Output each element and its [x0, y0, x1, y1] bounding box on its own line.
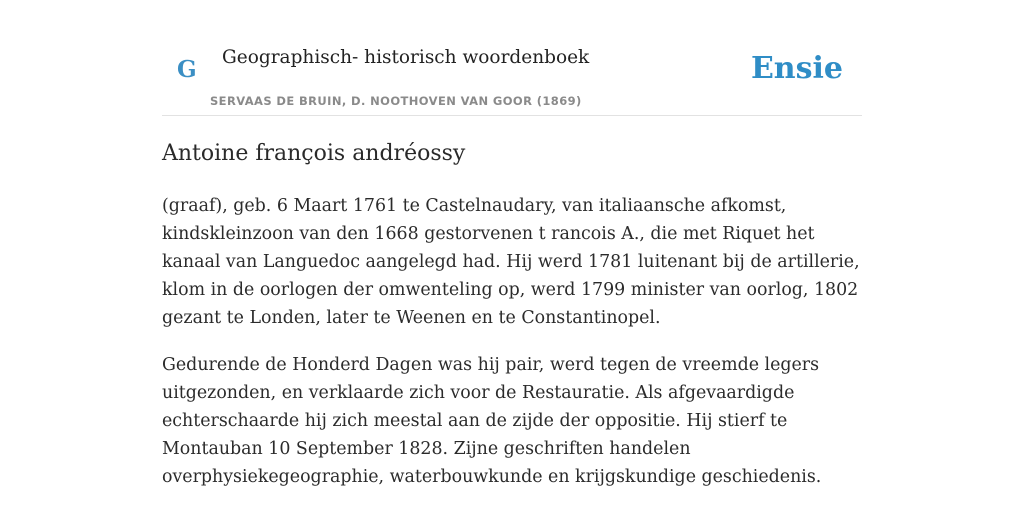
book-title-link[interactable]: Geographisch- historisch woordenboek: [222, 47, 590, 68]
entry-paragraph-2: Gedurende de Honderd Dagen was hij pair, werd tegen de vreemde legers uitgezonden, en verklaarde zich voor de Restauratie. Als afgevaardigde echterschaarde hij zich meestal aan de zijde der oppositie. Hij stierf te Montauban 10 September 1828. Zijne geschriften handelen overphysiekegeographie, waterbouwkunde en krijgskundige geschiedenis.: [162, 355, 822, 487]
book-header: [162, 0, 862, 116]
main-content: [162, 0, 862, 487]
book-letter-badge[interactable]: G: [177, 56, 197, 83]
entry-title: Antoine françois andréossy: [162, 141, 466, 166]
ensie-logo-link[interactable]: Ensie: [750, 51, 843, 86]
entry-paragraph-1: (graaf), geb. 6 Maart 1761 te Castelnaudary, van italiaansche afkomst, kindskleinzoon van den 1668 gestorvenen t rancois A., die met Riquet het kanaal van Languedoc aangelegd had. Hij werd 1781 luitenant bij de artillerie, klom in de oorlogen der omwenteling op, werd 1799 minister van oorlog, 1802 gezant te Londen, later te Weenen en te Constantinopel.: [162, 196, 860, 328]
book-author: SERVAAS DE BRUIN, D. NOOTHOVEN VAN GOOR (1869): [210, 94, 582, 108]
